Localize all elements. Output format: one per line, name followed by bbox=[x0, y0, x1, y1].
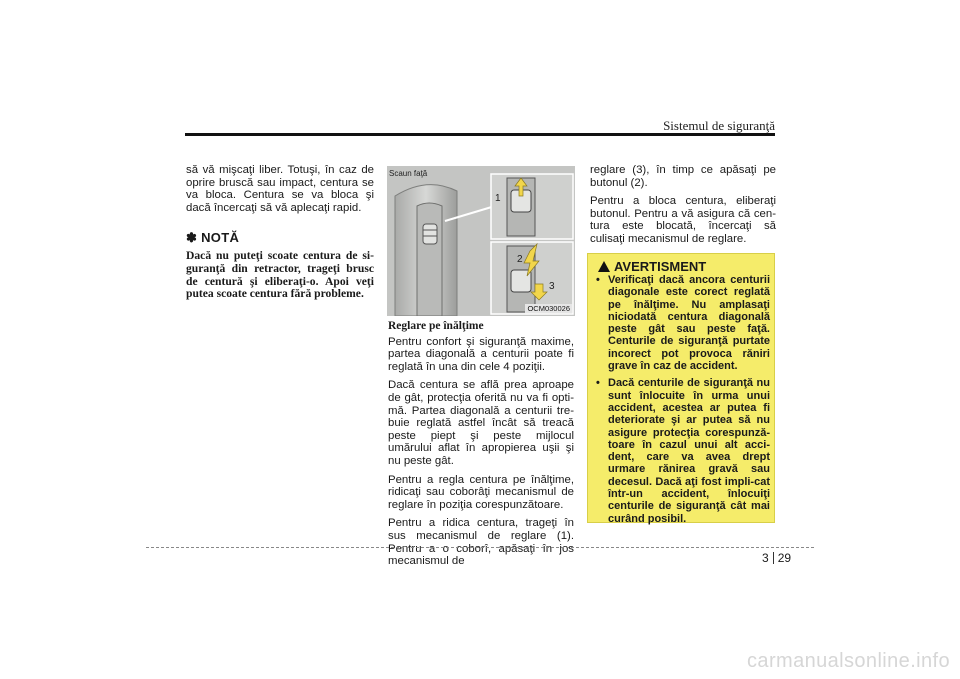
note-text: Dacă nu puteţi scoate centura de si-guranţă din retractor, trageţi brusc de centură şi eliberaţi-o. Apoi veţi putea scoate centura fără probleme. bbox=[186, 248, 374, 301]
callout-3: 3 bbox=[549, 281, 555, 292]
warning-item: • Dacă centurile de siguranţă nu sunt înlocuite în urma unui accident, acestea ar putea fi deteriorate şi ar putea să nu asigure protecţia corespunză-toare în cazul unui alt acci-dent, care va avea drept urmare rănirea gravă sau decesul. Dacă aţi fost impli-cat într-un accident, înlocuiţi centurile de siguranţă cât mai curând posibil. bbox=[596, 377, 770, 525]
callout-2: 2 bbox=[517, 254, 523, 265]
paragraph: Pentru a regla centura pe înălţime, ridicaţi sau coborâţi mecanismul de reglare în poziţia corespunzătoare. bbox=[388, 473, 574, 511]
page-number bbox=[762, 551, 791, 565]
watermark: carmanualsonline.info bbox=[747, 650, 950, 672]
warning-triangle-icon bbox=[598, 261, 610, 272]
paragraph: să vă mişcaţi liber. Totuşi, în caz de oprire bruscă sau impact, centura se va bloca. Centura se va bloca şi dacă încercaţi să vă aplecaţi rapid. bbox=[186, 164, 374, 214]
warning-title bbox=[598, 259, 706, 274]
seatbelt-height-adjuster-figure bbox=[387, 166, 575, 316]
paragraph: Pentru a ridica centura, trageţi în sus mecanismul de reglare (1). Pentru a o coborî, apăsaţi în jos mecanismul de bbox=[388, 517, 574, 568]
callout-1: 1 bbox=[495, 193, 501, 204]
warning-box bbox=[587, 253, 775, 523]
warning-item: • Verificaţi dacă ancora centurii diagonale este corect reglată pe înălţime. Nu amplasaţi niciodată centura diagonală peste gât sau peste faţă. Centurile de siguranţă purtate incorect pot provoca răniri grave în caz de accident. bbox=[596, 274, 770, 372]
header-title: Sistemul de siguranţă bbox=[663, 118, 775, 133]
figure-code: OCM030026 bbox=[527, 304, 570, 313]
column-middle bbox=[388, 320, 574, 574]
column-right bbox=[590, 164, 776, 252]
note-title: ✽ NOTĂ bbox=[186, 230, 240, 246]
column-left bbox=[186, 164, 374, 301]
header-rule bbox=[185, 133, 775, 136]
footer-rule bbox=[146, 547, 814, 548]
page-number-value: 29 bbox=[777, 551, 792, 565]
paragraph: reglare (3), în timp ce apăsaţi pe butonul (2). bbox=[590, 164, 776, 189]
figure-label: Scaun faţă bbox=[389, 169, 428, 178]
warning-title-text: AVERTISMENT bbox=[614, 259, 707, 274]
page-separator bbox=[773, 552, 774, 564]
paragraph: Pentru confort şi siguranţă maxime, partea diagonală a centurii poate fi reglată în una din cele 4 poziţii. bbox=[388, 335, 574, 373]
warning-list bbox=[596, 274, 770, 530]
paragraph: Dacă centura se află prea aproape de gât, protecţia oferită nu va fi opti-mă. Partea diagonală a centurii tre-buie reglată astfel încât să treacă peste piept şi peste mijlocul umărului aflat în apropierea uşii şi nu peste gât. bbox=[388, 379, 574, 467]
paragraph: Pentru a bloca centura, eliberaţi butonul. Pentru a vă asigura că cen-tura este blocată, încercaţi să culisaţi mecanismul de reglare. bbox=[590, 195, 776, 245]
chapter-number: 3 bbox=[762, 551, 769, 565]
section-heading: Reglare pe înălţime bbox=[388, 320, 484, 332]
